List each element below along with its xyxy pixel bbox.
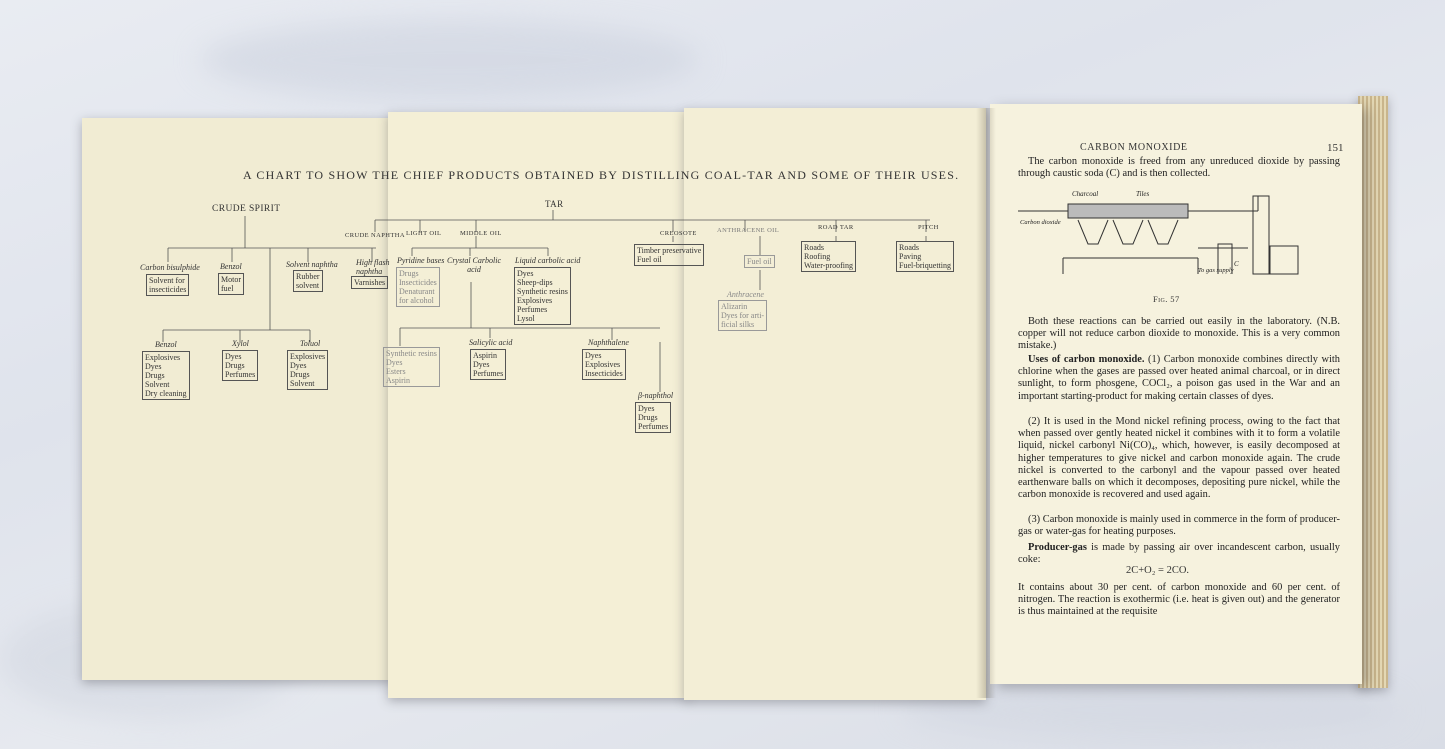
high-flash-naphtha-box: Varnishes [351, 276, 388, 289]
toluol-label: Toluol [300, 339, 321, 348]
naphthalene-box: Dyes Explosives Insecticides [582, 349, 626, 380]
xylol-label: Xylol [232, 339, 249, 348]
svg-text:Tiles: Tiles [1136, 190, 1150, 198]
book-page-edges [1358, 96, 1388, 688]
svg-text:Charcoal: Charcoal [1072, 190, 1099, 198]
uses-heading: Uses of carbon monoxide. [1028, 354, 1145, 365]
book-left-page [684, 108, 986, 700]
fraction-road-tar: ROAD TAR [818, 224, 854, 231]
benzol-box: Motor fuel [218, 273, 244, 295]
figure-caption: Fig. 57 [1153, 294, 1180, 304]
pitch-box: Roads Paving Fuel-briquetting [896, 241, 954, 272]
anthracene-oil-box: Fuel oil [744, 255, 775, 268]
body-paragraph-1: Both these reactions can be carried out easily in the laboratory. (N.B. copper will not reduce carbon dioxide to monoxide. This is a very common mistake.) [1018, 316, 1340, 352]
foldout-left-page [82, 118, 394, 680]
liquid-carbolic-label: Liquid carbolic acid [515, 256, 581, 265]
body-paragraph-4: (3) Carbon monoxide is mainly used in commerce in the form of producer-gas or water-gas for heating purposes. [1018, 514, 1340, 538]
liquid-carbolic-box: Dyes Sheep-dips Synthetic resins Explosives Perfumes Lysol [514, 267, 571, 325]
fraction-creosote: CREOSOTE [660, 230, 697, 237]
toluol-box: Explosives Dyes Drugs Solvent [287, 350, 328, 390]
benzol-sub-label: Benzol [155, 340, 177, 349]
carbon-bisulphide-label: Carbon bisulphide [140, 263, 200, 272]
solvent-naphtha-box: Rubber solvent [293, 270, 323, 292]
book-gutter [976, 108, 996, 698]
producer-gas-section: Producer-gas is made by passing air over incandescent carbon, usually coke: [1018, 542, 1340, 566]
page-heading: CARBON MONOXIDE [1080, 142, 1188, 153]
cloth-fold [200, 20, 700, 100]
naphthalene-label: Naphthalene [588, 338, 629, 347]
svg-text:Carbon dioxide: Carbon dioxide [1020, 219, 1061, 226]
uses-section: Uses of carbon monoxide. (1) Carbon monoxide combines directly with chlorine when the gases are passed over heated animal charcoal, or in direct sunlight, to form phosgene, COCl₂, a poison gas used in the War and an important starting-product for making certain classes of dyes. [1018, 354, 1340, 402]
carbon-bisulphide-box: Solvent for insecticides [146, 274, 189, 296]
body-paragraph-3: (2) It is used in the Mond nickel refining process, owing to the fact that when passed over gently heated nickel it combines with it to form a volatile liquid, nickel carbonyl Ni(CO)₄, which, however, is easily decomposed at higher temperatures to give nickel and carbon monoxide again. The crude nickel is converted to the carbonyl and the vapour passed over heated earthenware balls on which it decomposes, depositing pure nickel, while the carbon monoxide is recovered and used again. [1018, 416, 1340, 501]
salicylic-acid-label: Salicylic acid [469, 338, 513, 347]
tar-label: TAR [545, 199, 564, 209]
creosote-box: Timber preservative Fuel oil [634, 244, 704, 266]
svg-text:To gas supply: To gas supply [1198, 267, 1234, 274]
svg-text:C: C [1234, 260, 1239, 268]
fraction-anthracene-oil: ANTHRACENE OIL [717, 227, 780, 234]
fraction-crude-naphtha: CRUDE NAPHTHA [345, 232, 405, 239]
solvent-naphtha-label: Solvent naphtha [286, 260, 338, 269]
fraction-light-oil: LIGHT OIL [406, 230, 442, 237]
crystal-carbolic-label: Crystal Carbolic acid [446, 256, 501, 274]
equation: 2C+O₂ = 2CO. [1126, 565, 1190, 576]
crude-spirit-label: CRUDE SPIRIT [212, 204, 281, 214]
benzol-sub-box: Explosives Dyes Drugs Solvent Dry cleaning [142, 351, 190, 400]
fraction-pitch: PITCH [918, 224, 939, 231]
apparatus-figure [1018, 186, 1308, 286]
b-naphthol-box: Dyes Drugs Perfumes [635, 402, 671, 433]
pyridine-bases-box: Drugs Insecticides Denaturant for alcohol [396, 267, 440, 307]
anthracene-label: Anthracene [727, 290, 764, 299]
intro-paragraph: The carbon monoxide is freed from any unreduced dioxide by passing through caustic soda (C) and is then collected. [1018, 156, 1340, 180]
xylol-box: Dyes Drugs Perfumes [222, 350, 258, 381]
body-paragraph-6: It contains about 30 per cent. of carbon monoxide and 60 per cent. of nitrogen. The reaction is exothermic (i.e. heat is given out) and the generator is thus maintained at the requisite [1018, 582, 1340, 618]
salicylic-acid-box: Aspirin Dyes Perfumes [470, 349, 506, 380]
pyridine-bases-label: Pyridine bases [397, 256, 445, 265]
high-flash-naphtha-label: High flash naphtha [356, 258, 390, 276]
producer-gas-heading: Producer-gas [1028, 542, 1087, 553]
fraction-middle-oil: MIDDLE OIL [460, 230, 502, 237]
road-tar-box: Roads Roofing Water-proofing [801, 241, 856, 272]
benzol-label: Benzol [220, 262, 242, 271]
anthracene-sub-box: Alizarin Dyes for arti- ficial silks [718, 300, 767, 331]
b-naphthol-label: β-naphthol [638, 391, 674, 400]
chart-title: A CHART TO SHOW THE CHIEF PRODUCTS OBTAINED BY DISTILLING COAL-TAR AND SOME OF THEIR USES. [243, 168, 960, 182]
synthetic-resins-box: Synthetic resins Dyes Esters Aspirin [383, 347, 440, 387]
page-number: 151 [1327, 142, 1344, 154]
